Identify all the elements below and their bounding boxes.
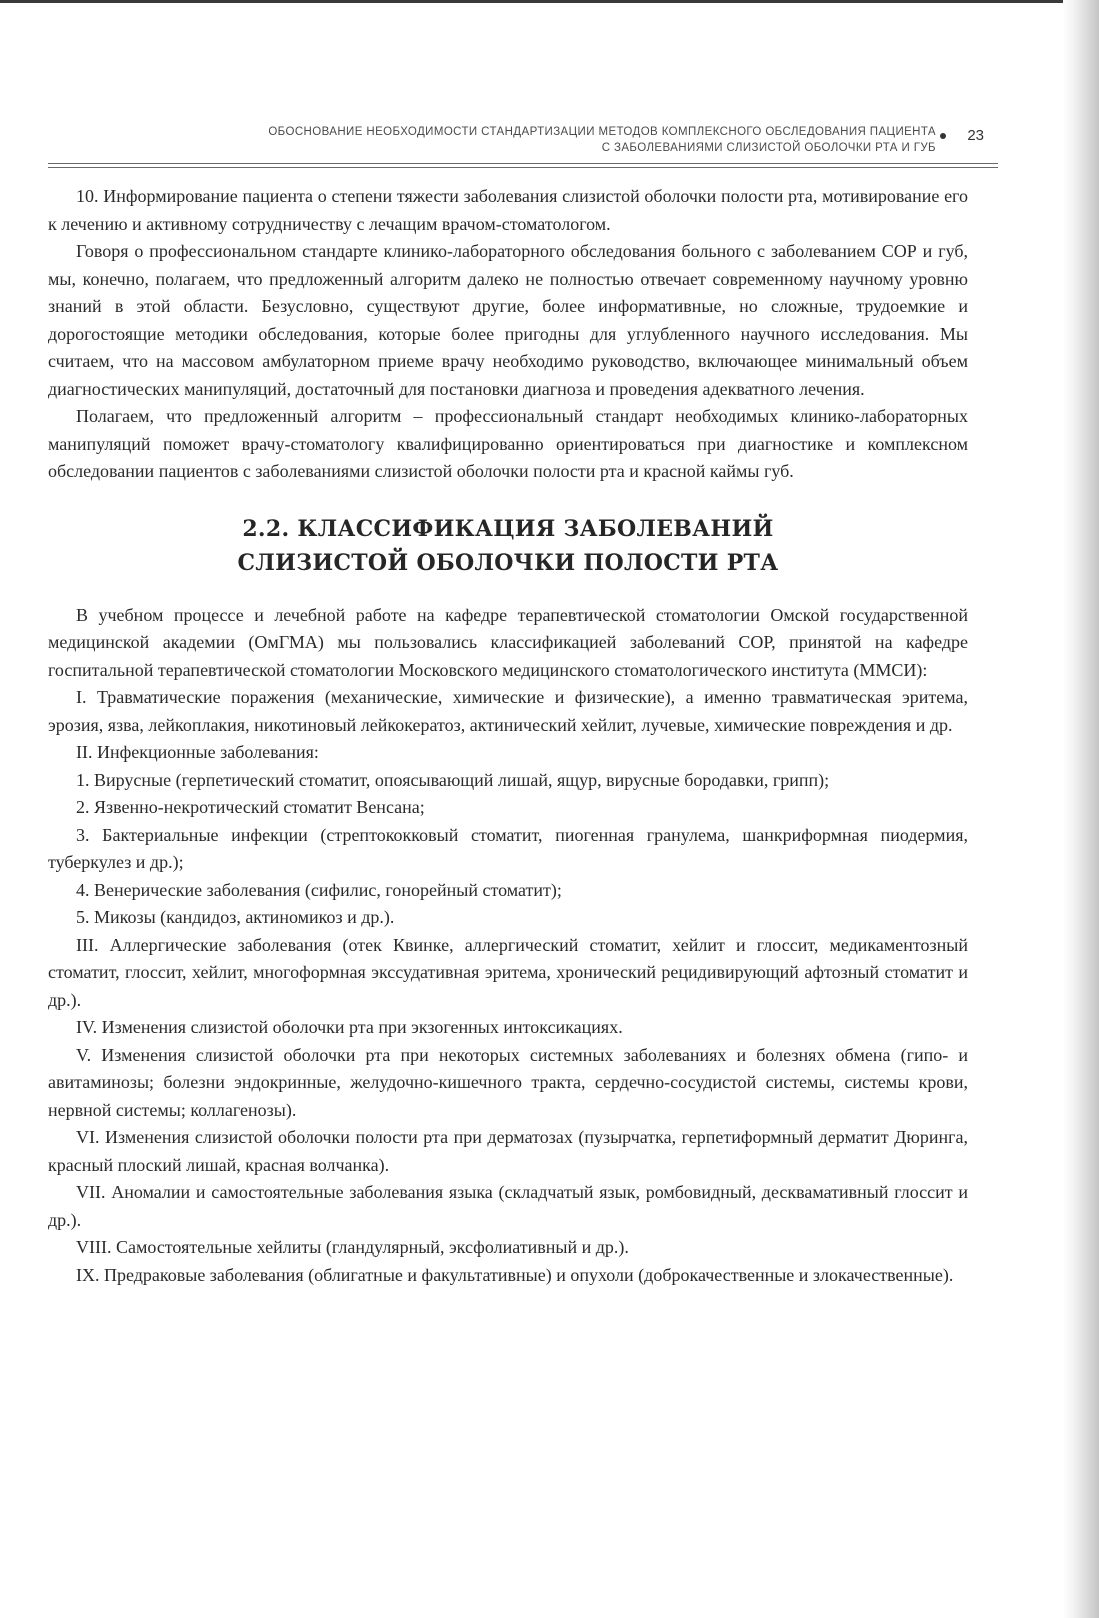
running-head bbox=[48, 124, 998, 164]
paragraph-standard: Говоря о профессиональном стандарте клинико-лабораторного обследования больного с заболеванием СОР и губ, мы, конечно, полагаем, что предложенный алгоритм далеко не полностью отвечает современному научному уровню знаний в этой области. Безусловно, существуют другие, более информативные, но сложные, трудоемкие и дорогостоящие методики обследования, которые более пригодны для углубленного научного исследования. Мы считаем, что на массовом амбулаторном приеме врачу необходимо руководство, включающее минимальный объем диагностических манипуляций, достаточный для постановки диагноза и проведения адекватного лечения. bbox=[48, 241, 968, 399]
paragraph-algorithm: Полагаем, что предложенный алгоритм – профессиональный стандарт необходимых клинико-лабораторных манипуляций поможет врачу-стоматологу квалифицированно ориентироваться при диагностике и комплексном обследовании пациентов с заболеваниями слизистой оболочки полости рта и красной каймы губ. bbox=[48, 406, 968, 481]
classification-item: I. Травматические поражения (механические, химические и физические), а именно травматическая эритема, эрозия, язва, лейкоплакия, никотиновый лейкокератоз, актинический хейлит, лучевые, химические повреждения и др. bbox=[48, 687, 968, 735]
page-top-edge bbox=[0, 0, 1099, 3]
classification-item: V. Изменения слизистой оболочки рта при некоторых системных заболеваниях и болезнях обмена (гипо- и авитаминозы; болезни эндокринные, желудочно-кишечного тракта, сердечно-сосудистой системы, системы крови, нервной системы; коллагенозы). bbox=[48, 1044, 968, 1120]
page-number: 23 bbox=[967, 127, 984, 144]
section-intro: В учебном процессе и лечебной работе на кафедре терапевтической стоматологии Омской государственной медицинской академии (ОмГМА) мы пользовались классификацией заболеваний СОР, принятой на кафедре госпитальной терапевтической стоматологии Московского медицинского стоматологического института (ММСИ): bbox=[48, 604, 968, 680]
classification-subitem: 3. Бактериальные инфекции (стрептококковый стоматит, пиогенная гранулема, шанкриформная пиодермия, туберкулез и др.); bbox=[48, 824, 968, 872]
classification-item: IV. Изменения слизистой оболочки рта при экзогенных интоксикациях. bbox=[76, 1017, 623, 1037]
classification-item: VI. Изменения слизистой оболочки полости рта при дерматозах (пузырчатка, герпетиформный дерматит Дюринга, красный плоский лишай, красная волчанка). bbox=[48, 1127, 968, 1175]
section-heading bbox=[48, 512, 968, 580]
classification-subitem: 5. Микозы (кандидоз, актиномикоз и др.). bbox=[76, 907, 395, 927]
section-heading-line-2: СЛИЗИСТОЙ ОБОЛОЧКИ ПОЛОСТИ РТА bbox=[237, 549, 779, 576]
header-double-rule bbox=[48, 163, 998, 168]
bullet-dot-icon bbox=[940, 133, 946, 139]
running-head-title bbox=[268, 124, 936, 156]
classification-subitem: 4. Венерические заболевания (сифилис, гонорейный стоматит); bbox=[76, 879, 562, 900]
paragraph-item-10: 10. Информирование пациента о степени тяжести заболевания слизистой оболочки полости рта, мотивирование его к лечению и активному сотрудничеству с лечащим врачом-стоматологом. bbox=[48, 186, 968, 234]
classification-item: VII. Аномалии и самостоятельные заболевания языка (складчатый язык, ромбовидный, десквамативный глоссит и др.). bbox=[48, 1182, 968, 1230]
classification-subitem: 2. Язвенно-некротический стоматит Венсана; bbox=[76, 797, 425, 817]
page-binding-shadow bbox=[1063, 0, 1099, 1618]
running-head-line-2: С ЗАБОЛЕВАНИЯМИ СЛИЗИСТОЙ ОБОЛОЧКИ РТА И ГУБ bbox=[601, 142, 936, 154]
classification-subitem: 1. Вирусные (герпетический стоматит, опоясывающий лишай, ящур, вирусные бородавки, грипп); bbox=[76, 769, 830, 790]
classification-item: II. Инфекционные заболевания: bbox=[76, 742, 319, 762]
body-text bbox=[48, 183, 968, 1289]
classification-item: III. Аллергические заболевания (отек Квинке, аллергический стоматит, хейлит и глоссит, медикаментозный стоматит, глоссит, хейлит, многоформная экссудативная эритема, хронический рецидивирующий афтозный стоматит и др.). bbox=[48, 934, 968, 1010]
running-head-line-1: ОБОСНОВАНИЕ НЕОБХОДИМОСТИ СТАНДАРТИЗАЦИИ МЕТОДОВ КОМПЛЕКСНОГО ОБСЛЕДОВАНИЯ ПАЦИЕНТА bbox=[268, 126, 936, 138]
section-heading-line-1: 2.2. КЛАССИФИКАЦИЯ ЗАБОЛЕВАНИЙ bbox=[242, 515, 774, 542]
classification-item: VIII. Самостоятельные хейлиты (гландулярный, эксфолиативный и др.). bbox=[76, 1237, 629, 1257]
classification-item: IX. Предраковые заболевания (облигатные и факультативные) и опухоли (доброкачественные и злокачественные). bbox=[76, 1264, 954, 1285]
